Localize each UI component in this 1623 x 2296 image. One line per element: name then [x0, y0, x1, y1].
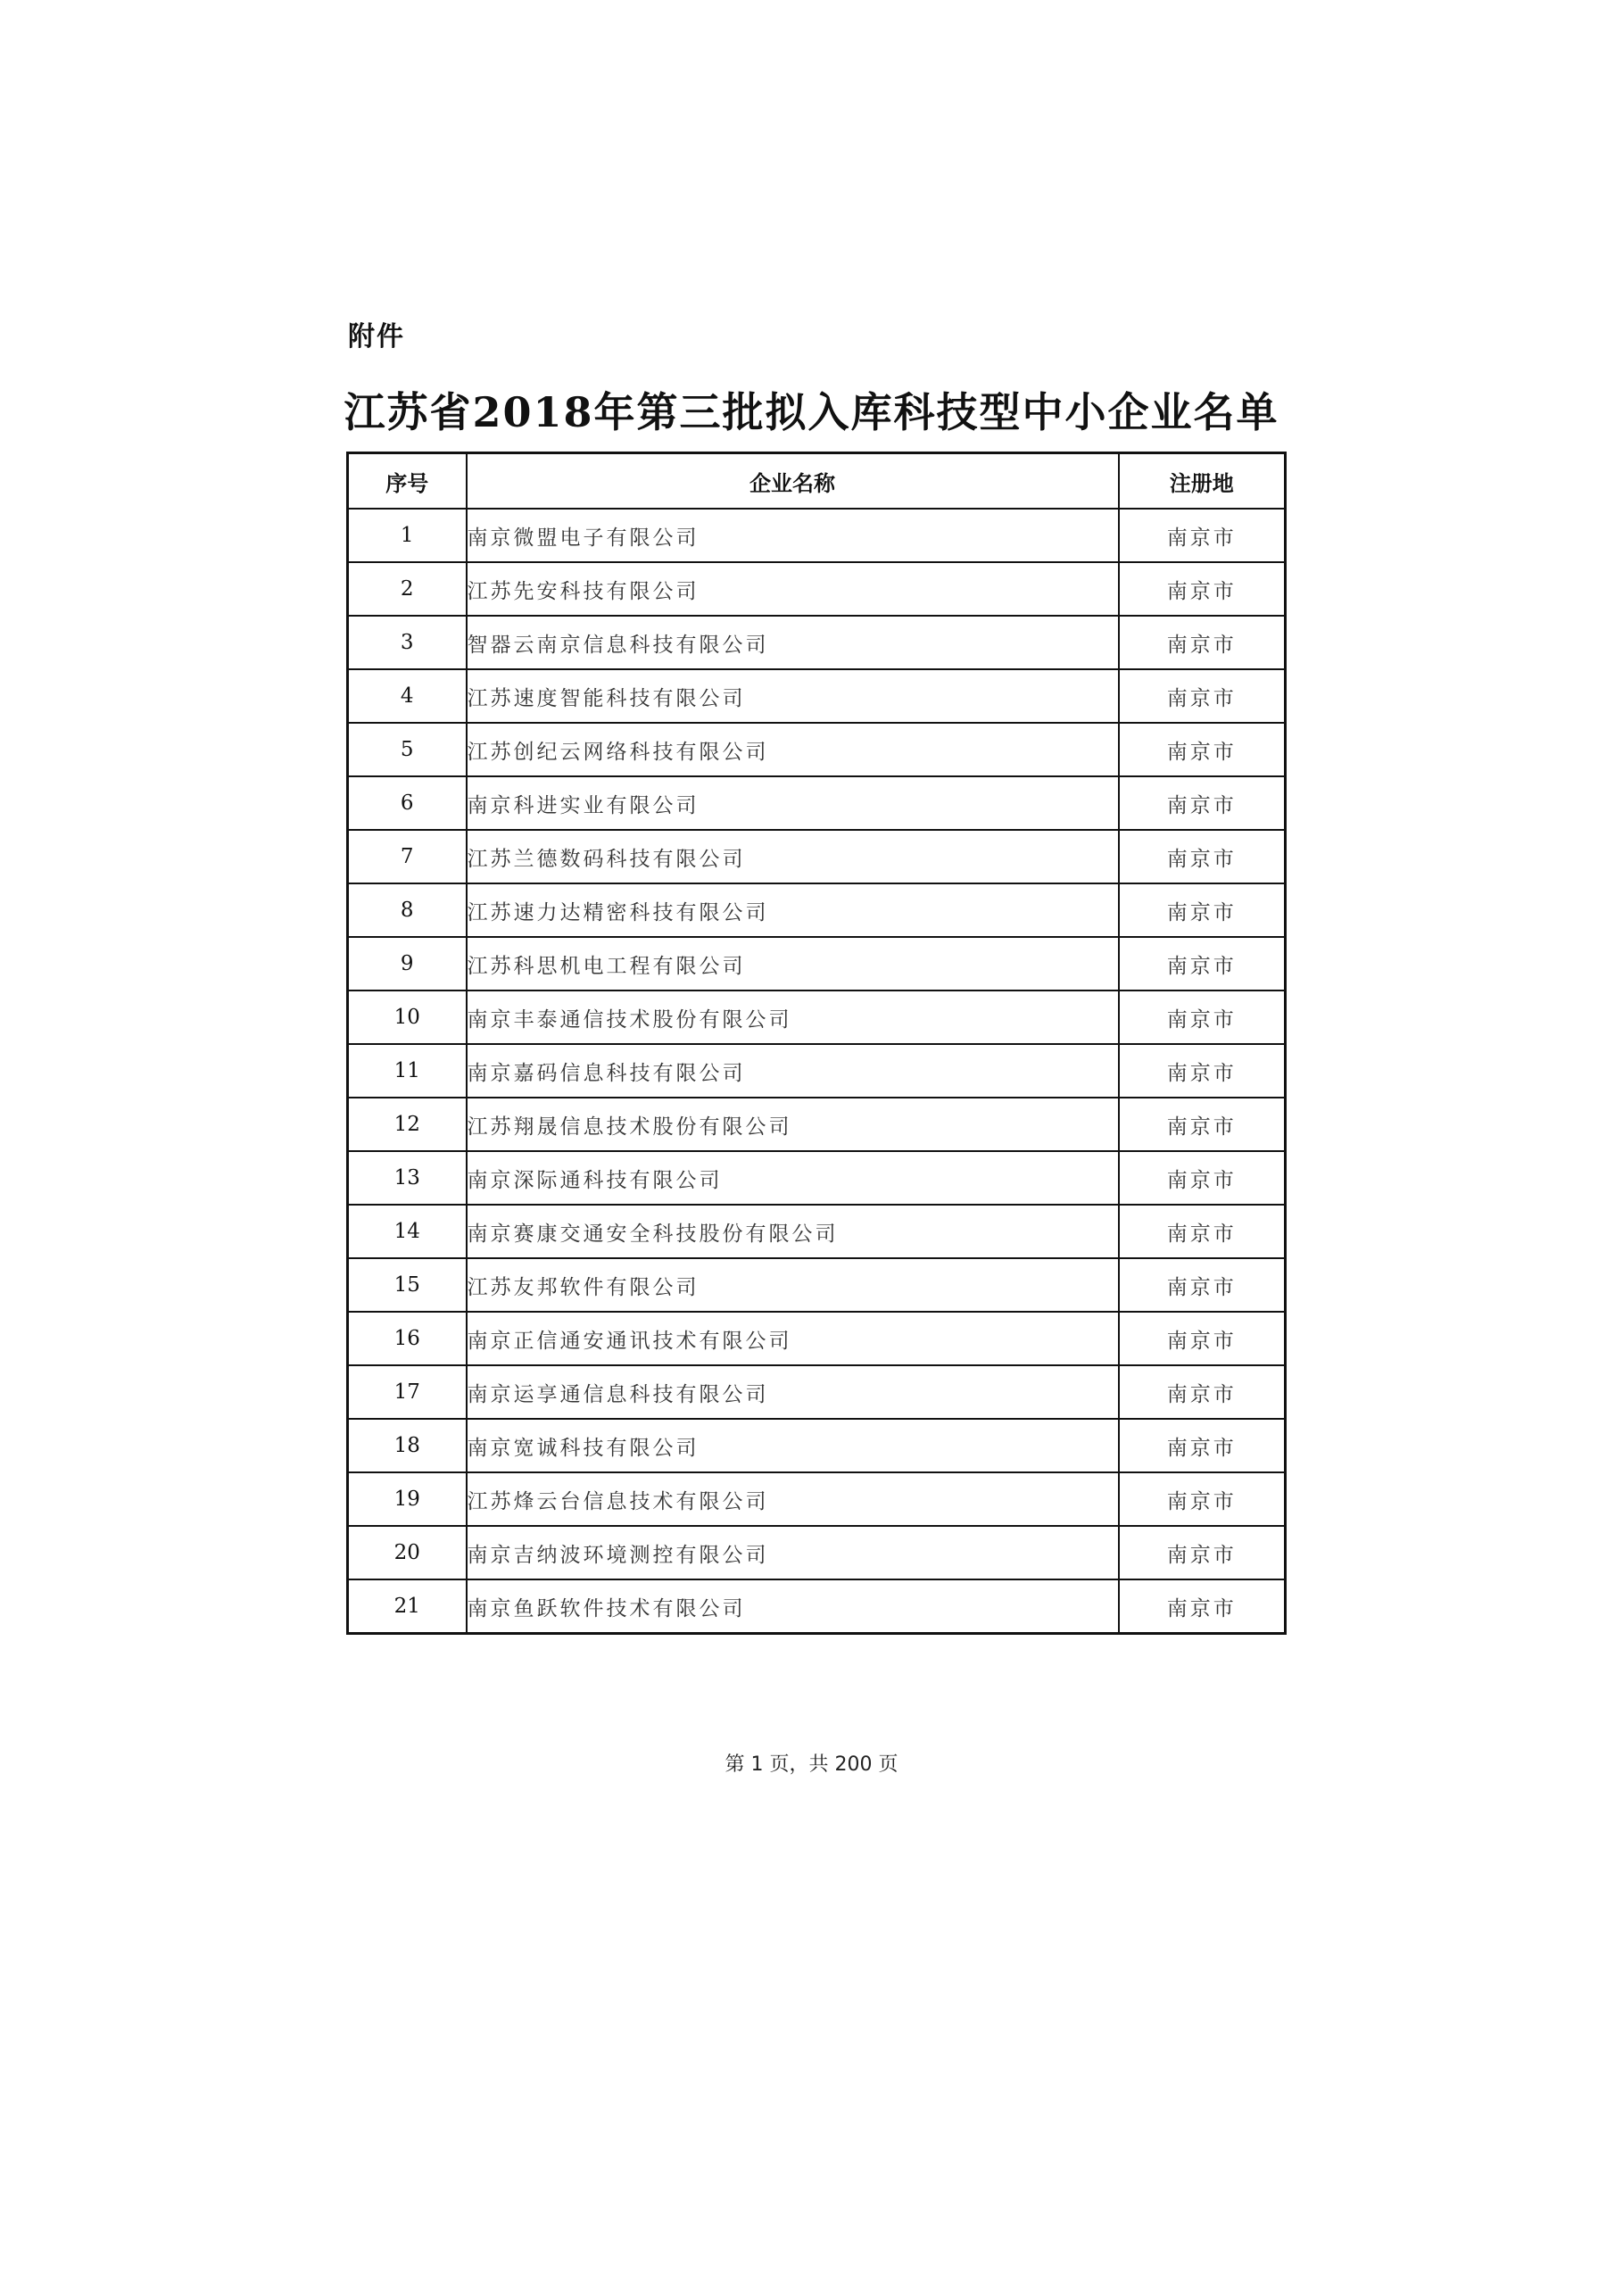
table-row	[348, 830, 1286, 883]
row-region: 南京市	[1119, 616, 1286, 669]
table-row	[348, 1258, 1286, 1312]
row-index: 6	[348, 776, 467, 830]
row-region: 南京市	[1119, 1098, 1286, 1151]
row-region: 南京市	[1119, 991, 1286, 1044]
row-company-name: 江苏科思机电工程有限公司	[467, 937, 1119, 991]
table-row	[348, 937, 1286, 991]
row-company-name: 南京鱼跃软件技术有限公司	[467, 1579, 1119, 1634]
row-company-name: 江苏友邦软件有限公司	[467, 1258, 1119, 1312]
row-company-name: 南京深际通科技有限公司	[467, 1151, 1119, 1205]
row-company-name: 智器云南京信息科技有限公司	[467, 616, 1119, 669]
row-company-name: 江苏速力达精密科技有限公司	[467, 883, 1119, 937]
row-company-name: 江苏速度智能科技有限公司	[467, 669, 1119, 723]
header-index: 序号	[348, 453, 467, 510]
table-row	[348, 1044, 1286, 1098]
company-table	[346, 452, 1287, 1635]
table-row	[348, 1151, 1286, 1205]
row-company-name: 南京科进实业有限公司	[467, 776, 1119, 830]
table-header-row	[348, 453, 1286, 510]
row-index: 21	[348, 1579, 467, 1634]
row-company-name: 南京嘉码信息科技有限公司	[467, 1044, 1119, 1098]
row-index: 18	[348, 1419, 467, 1472]
row-company-name: 南京微盟电子有限公司	[467, 509, 1119, 562]
row-region: 南京市	[1119, 669, 1286, 723]
row-company-name: 江苏先安科技有限公司	[467, 562, 1119, 616]
row-index: 19	[348, 1472, 467, 1526]
row-index: 20	[348, 1526, 467, 1579]
row-company-name: 江苏兰德数码科技有限公司	[467, 830, 1119, 883]
attachment-label: 附件	[348, 321, 405, 352]
row-index: 16	[348, 1312, 467, 1365]
table-row	[348, 776, 1286, 830]
table-row	[348, 991, 1286, 1044]
row-region: 南京市	[1119, 509, 1286, 562]
table-row	[348, 1098, 1286, 1151]
row-index: 15	[348, 1258, 467, 1312]
table-row	[348, 509, 1286, 562]
table-row	[348, 669, 1286, 723]
row-index: 10	[348, 991, 467, 1044]
row-company-name: 南京赛康交通安全科技股份有限公司	[467, 1205, 1119, 1258]
row-company-name: 南京丰泰通信技术股份有限公司	[467, 991, 1119, 1044]
row-index: 2	[348, 562, 467, 616]
row-region: 南京市	[1119, 1258, 1286, 1312]
table-row	[348, 883, 1286, 937]
row-region: 南京市	[1119, 1526, 1286, 1579]
row-index: 9	[348, 937, 467, 991]
row-index: 11	[348, 1044, 467, 1098]
row-region: 南京市	[1119, 723, 1286, 776]
row-company-name: 南京吉纳波环境测控有限公司	[467, 1526, 1119, 1579]
table-row	[348, 616, 1286, 669]
row-index: 13	[348, 1151, 467, 1205]
table-row	[348, 1472, 1286, 1526]
row-index: 14	[348, 1205, 467, 1258]
row-company-name: 江苏创纪云网络科技有限公司	[467, 723, 1119, 776]
row-index: 1	[348, 509, 467, 562]
document-title: 江苏省2018年第三批拟入库科技型中小企业名单	[344, 388, 1279, 436]
row-region: 南京市	[1119, 937, 1286, 991]
row-index: 8	[348, 883, 467, 937]
row-index: 4	[348, 669, 467, 723]
row-company-name: 南京运享通信息科技有限公司	[467, 1365, 1119, 1419]
row-company-name: 江苏烽云台信息技术有限公司	[467, 1472, 1119, 1526]
row-company-name: 南京宽诚科技有限公司	[467, 1419, 1119, 1472]
table-row	[348, 562, 1286, 616]
row-index: 17	[348, 1365, 467, 1419]
table-row	[348, 1419, 1286, 1472]
table-row	[348, 1312, 1286, 1365]
row-region: 南京市	[1119, 1205, 1286, 1258]
table-row	[348, 723, 1286, 776]
row-region: 南京市	[1119, 1365, 1286, 1419]
row-company-name: 江苏翔晟信息技术股份有限公司	[467, 1098, 1119, 1151]
header-company-name: 企业名称	[467, 453, 1119, 510]
row-region: 南京市	[1119, 1472, 1286, 1526]
row-region: 南京市	[1119, 1044, 1286, 1098]
row-region: 南京市	[1119, 562, 1286, 616]
row-index: 12	[348, 1098, 467, 1151]
row-region: 南京市	[1119, 1312, 1286, 1365]
row-region: 南京市	[1119, 776, 1286, 830]
table-row	[348, 1365, 1286, 1419]
row-region: 南京市	[1119, 830, 1286, 883]
page-number-footer: 第 1 页，共 200 页	[725, 1753, 898, 1776]
row-region: 南京市	[1119, 1151, 1286, 1205]
table-row	[348, 1526, 1286, 1579]
table-row	[348, 1205, 1286, 1258]
row-index: 5	[348, 723, 467, 776]
row-company-name: 南京正信通安通讯技术有限公司	[467, 1312, 1119, 1365]
row-region: 南京市	[1119, 1579, 1286, 1634]
row-region: 南京市	[1119, 1419, 1286, 1472]
row-index: 7	[348, 830, 467, 883]
table-row	[348, 1579, 1286, 1634]
row-region: 南京市	[1119, 883, 1286, 937]
row-index: 3	[348, 616, 467, 669]
header-region: 注册地	[1119, 453, 1286, 510]
